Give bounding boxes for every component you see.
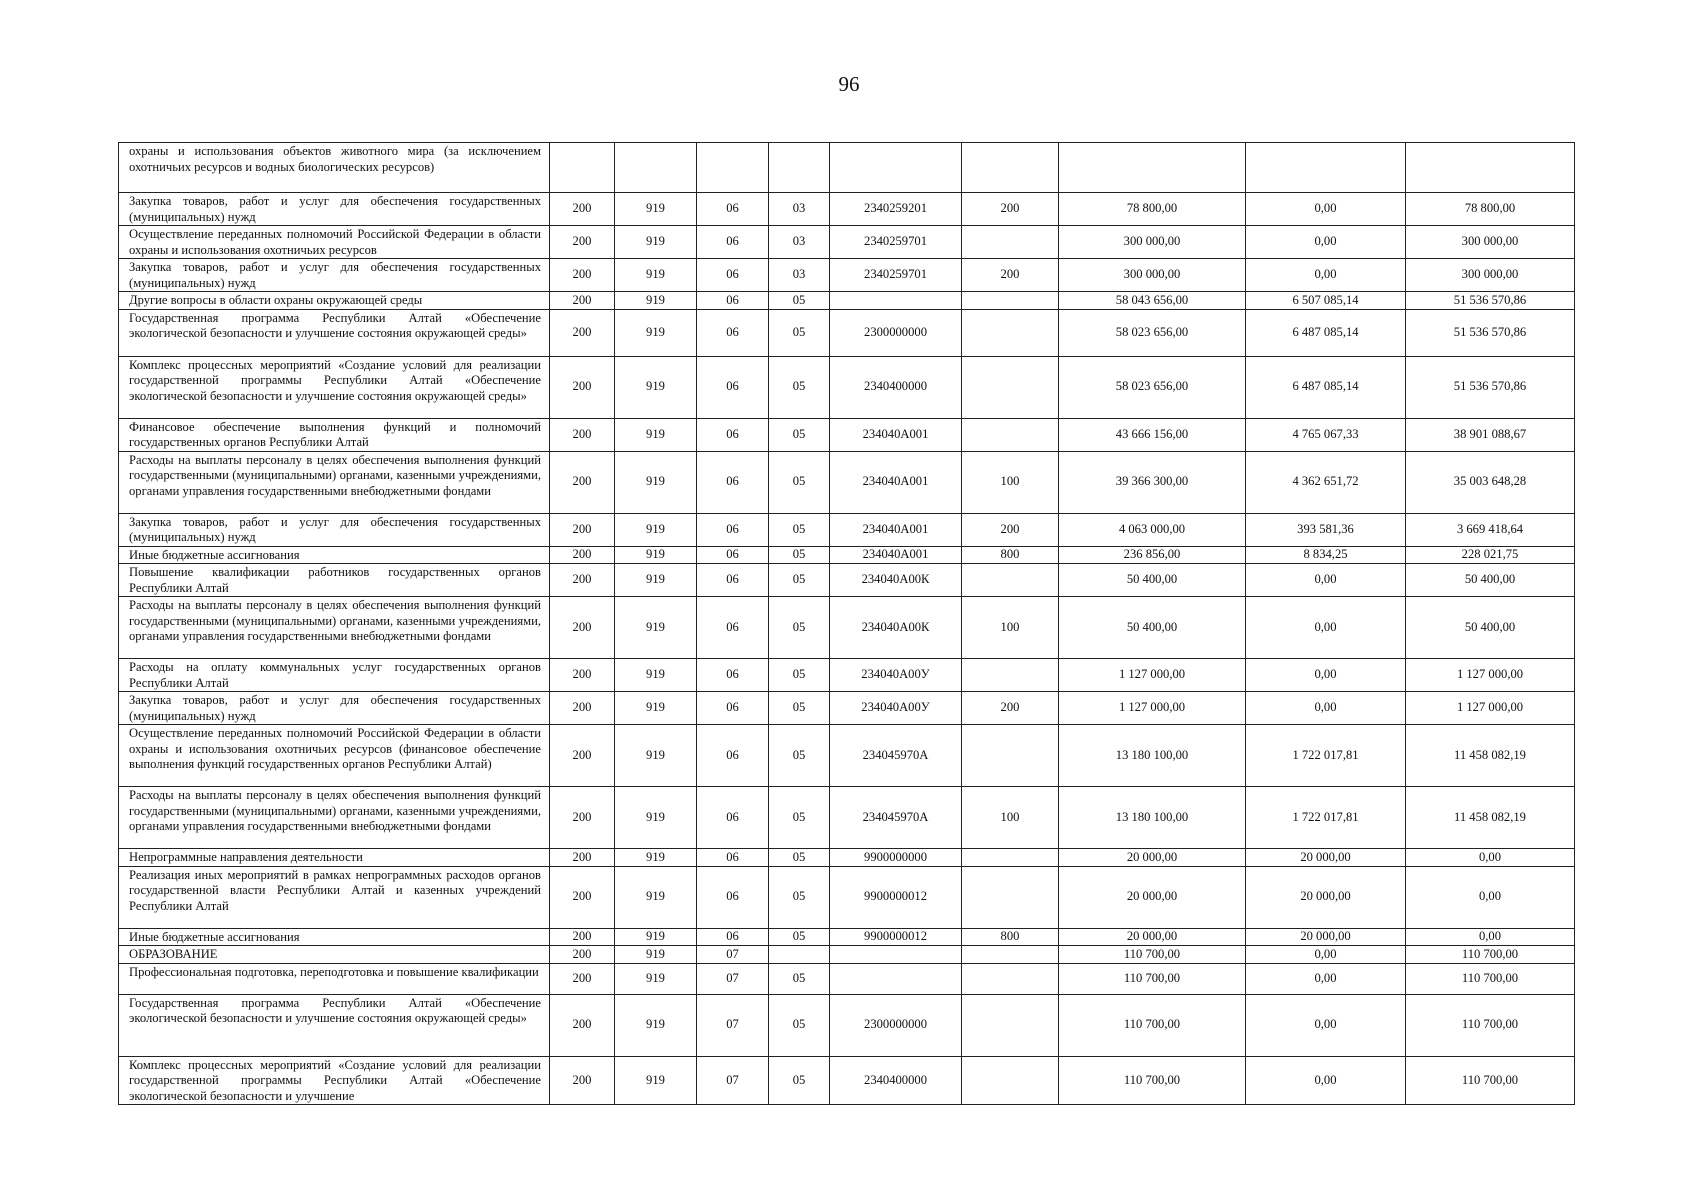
- section-code-cell: 200: [550, 226, 615, 259]
- target-article-cell: 2340400000: [830, 356, 962, 418]
- section-code-cell: 200: [550, 963, 615, 994]
- row-name-cell: Закупка товаров, работ и услуг для обеспечения государственных (муниципальных) нужд: [119, 513, 550, 546]
- section-code-cell: 200: [550, 292, 615, 310]
- remaining-amount-cell: 78 800,00: [1406, 193, 1575, 226]
- planned-amount-cell: 13 180 100,00: [1059, 787, 1246, 849]
- ministry-code-cell: 919: [615, 513, 697, 546]
- ministry-code-cell: 919: [615, 928, 697, 946]
- chapter-code-cell: 06: [697, 451, 769, 513]
- expense-type-cell: 200: [962, 513, 1059, 546]
- remaining-amount-cell: 110 700,00: [1406, 963, 1575, 994]
- section-code-cell: 200: [550, 866, 615, 928]
- subchapter-code-cell: 05: [769, 725, 830, 787]
- row-name-cell: Повышение квалификации работников государственных органов Республики Алтай: [119, 564, 550, 597]
- executed-amount-cell: 0,00: [1246, 946, 1406, 964]
- remaining-amount-cell: 50 400,00: [1406, 564, 1575, 597]
- ministry-code-cell: 919: [615, 963, 697, 994]
- table-row: [119, 725, 1575, 787]
- ministry-code-cell: 919: [615, 564, 697, 597]
- budget-table: [118, 142, 1575, 1105]
- planned-amount-cell: 58 043 656,00: [1059, 292, 1246, 310]
- planned-amount-cell: 20 000,00: [1059, 928, 1246, 946]
- planned-amount-cell: 13 180 100,00: [1059, 725, 1246, 787]
- chapter-code-cell: 06: [697, 659, 769, 692]
- expense-type-cell: 800: [962, 928, 1059, 946]
- planned-amount-cell: 39 366 300,00: [1059, 451, 1246, 513]
- ministry-code-cell: 919: [615, 418, 697, 451]
- expense-type-cell: [962, 866, 1059, 928]
- row-name-cell: Закупка товаров, работ и услуг для обеспечения государственных (муниципальных) нужд: [119, 259, 550, 292]
- chapter-code-cell: 06: [697, 309, 769, 356]
- table-row: [119, 866, 1575, 928]
- table-row: [119, 963, 1575, 994]
- target-article-cell: 2340259701: [830, 259, 962, 292]
- expense-type-cell: 100: [962, 451, 1059, 513]
- planned-amount-cell: 20 000,00: [1059, 849, 1246, 867]
- target-article-cell: 234045970А: [830, 725, 962, 787]
- chapter-code-cell: 06: [697, 546, 769, 564]
- section-code-cell: 200: [550, 994, 615, 1056]
- executed-amount-cell: 0,00: [1246, 564, 1406, 597]
- row-name-cell: Государственная программа Республики Алтай «Обеспечение экологической безопасности и улучшение состояния окружающей среды»: [119, 994, 550, 1056]
- target-article-cell: 234040А001: [830, 513, 962, 546]
- table-row: [119, 659, 1575, 692]
- section-code-cell: 200: [550, 259, 615, 292]
- executed-amount-cell: [1246, 143, 1406, 193]
- table-row: [119, 292, 1575, 310]
- row-name-cell: Непрограммные направления деятельности: [119, 849, 550, 867]
- expense-type-cell: 100: [962, 787, 1059, 849]
- page-number: 96: [838, 72, 860, 96]
- row-name-cell: Реализация иных мероприятий в рамках непрограммных расходов органов государственной власти Республики Алтай и казенных учреждений Республики Алтай: [119, 866, 550, 928]
- expense-type-cell: [962, 356, 1059, 418]
- table-row: [119, 849, 1575, 867]
- planned-amount-cell: 43 666 156,00: [1059, 418, 1246, 451]
- section-code-cell: 200: [550, 946, 615, 964]
- planned-amount-cell: 58 023 656,00: [1059, 356, 1246, 418]
- expense-type-cell: 800: [962, 546, 1059, 564]
- row-name-cell: Иные бюджетные ассигнования: [119, 546, 550, 564]
- executed-amount-cell: 20 000,00: [1246, 866, 1406, 928]
- table-row: [119, 946, 1575, 964]
- section-code-cell: 200: [550, 849, 615, 867]
- ministry-code-cell: 919: [615, 292, 697, 310]
- chapter-code-cell: 07: [697, 1056, 769, 1105]
- row-name-cell: Финансовое обеспечение выполнения функций и полномочий государственных органов Республики Алтай: [119, 418, 550, 451]
- remaining-amount-cell: 38 901 088,67: [1406, 418, 1575, 451]
- section-code-cell: 200: [550, 597, 615, 659]
- planned-amount-cell: 4 063 000,00: [1059, 513, 1246, 546]
- row-name-cell: Закупка товаров, работ и услуг для обеспечения государственных (муниципальных) нужд: [119, 193, 550, 226]
- target-article-cell: 234040А00К: [830, 597, 962, 659]
- executed-amount-cell: 0,00: [1246, 994, 1406, 1056]
- remaining-amount-cell: 0,00: [1406, 928, 1575, 946]
- row-name-cell: Государственная программа Республики Алтай «Обеспечение экологической безопасности и улучшение состояния окружающей среды»: [119, 309, 550, 356]
- chapter-code-cell: 06: [697, 564, 769, 597]
- expense-type-cell: 200: [962, 692, 1059, 725]
- planned-amount-cell: 20 000,00: [1059, 866, 1246, 928]
- ministry-code-cell: 919: [615, 546, 697, 564]
- remaining-amount-cell: [1406, 143, 1575, 193]
- subchapter-code-cell: 05: [769, 546, 830, 564]
- target-article-cell: 234040А001: [830, 546, 962, 564]
- ministry-code-cell: 919: [615, 597, 697, 659]
- target-article-cell: [830, 292, 962, 310]
- executed-amount-cell: 8 834,25: [1246, 546, 1406, 564]
- section-code-cell: 200: [550, 309, 615, 356]
- planned-amount-cell: 110 700,00: [1059, 1056, 1246, 1105]
- planned-amount-cell: 300 000,00: [1059, 259, 1246, 292]
- chapter-code-cell: 06: [697, 866, 769, 928]
- table-row: [119, 143, 1575, 193]
- section-code-cell: 200: [550, 418, 615, 451]
- ministry-code-cell: 919: [615, 309, 697, 356]
- executed-amount-cell: 6 487 085,14: [1246, 309, 1406, 356]
- target-article-cell: 2340259201: [830, 193, 962, 226]
- table-row: [119, 451, 1575, 513]
- section-code-cell: 200: [550, 451, 615, 513]
- target-article-cell: 9900000012: [830, 928, 962, 946]
- chapter-code-cell: 06: [697, 193, 769, 226]
- section-code-cell: 200: [550, 564, 615, 597]
- ministry-code-cell: 919: [615, 946, 697, 964]
- row-name-cell: Иные бюджетные ассигнования: [119, 928, 550, 946]
- row-name-cell: Расходы на оплату коммунальных услуг государственных органов Республики Алтай: [119, 659, 550, 692]
- target-article-cell: 2300000000: [830, 309, 962, 356]
- subchapter-code-cell: 03: [769, 193, 830, 226]
- executed-amount-cell: 0,00: [1246, 692, 1406, 725]
- row-name-cell: Комплекс процессных мероприятий «Создание условий для реализации государственной программы Республики Алтай «Обеспечение экологической безопасности и улучшение состояния окружающей среды»: [119, 356, 550, 418]
- ministry-code-cell: [615, 143, 697, 193]
- section-code-cell: [550, 143, 615, 193]
- table-row: [119, 356, 1575, 418]
- chapter-code-cell: 06: [697, 692, 769, 725]
- row-name-cell: Расходы на выплаты персоналу в целях обеспечения выполнения функций государственными (муниципальными) органами, казенными учреждениями, органами управления государственными внебюджетными фондами: [119, 451, 550, 513]
- table-row: [119, 418, 1575, 451]
- remaining-amount-cell: 110 700,00: [1406, 994, 1575, 1056]
- ministry-code-cell: 919: [615, 193, 697, 226]
- target-article-cell: 2340400000: [830, 1056, 962, 1105]
- chapter-code-cell: 06: [697, 292, 769, 310]
- remaining-amount-cell: 110 700,00: [1406, 1056, 1575, 1105]
- subchapter-code-cell: 03: [769, 259, 830, 292]
- planned-amount-cell: 50 400,00: [1059, 597, 1246, 659]
- table-row: [119, 692, 1575, 725]
- ministry-code-cell: 919: [615, 356, 697, 418]
- target-article-cell: 2300000000: [830, 994, 962, 1056]
- table-row: [119, 597, 1575, 659]
- ministry-code-cell: 919: [615, 659, 697, 692]
- subchapter-code-cell: 05: [769, 787, 830, 849]
- expense-type-cell: [962, 946, 1059, 964]
- planned-amount-cell: [1059, 143, 1246, 193]
- remaining-amount-cell: 3 669 418,64: [1406, 513, 1575, 546]
- table-row: [119, 1056, 1575, 1105]
- expense-type-cell: [962, 963, 1059, 994]
- executed-amount-cell: 4 362 651,72: [1246, 451, 1406, 513]
- expense-type-cell: 100: [962, 597, 1059, 659]
- table-row: [119, 193, 1575, 226]
- table-row: [119, 513, 1575, 546]
- subchapter-code-cell: 05: [769, 513, 830, 546]
- chapter-code-cell: 06: [697, 849, 769, 867]
- section-code-cell: 200: [550, 513, 615, 546]
- executed-amount-cell: 393 581,36: [1246, 513, 1406, 546]
- chapter-code-cell: 06: [697, 418, 769, 451]
- expense-type-cell: [962, 564, 1059, 597]
- chapter-code-cell: 07: [697, 946, 769, 964]
- expense-type-cell: 200: [962, 193, 1059, 226]
- row-name-cell: Расходы на выплаты персоналу в целях обеспечения выполнения функций государственными (муниципальными) органами, казенными учреждениями, органами управления государственными внебюджетными фондами: [119, 787, 550, 849]
- row-name-cell: Другие вопросы в области охраны окружающей среды: [119, 292, 550, 310]
- subchapter-code-cell: 05: [769, 356, 830, 418]
- executed-amount-cell: 0,00: [1246, 659, 1406, 692]
- remaining-amount-cell: 50 400,00: [1406, 597, 1575, 659]
- section-code-cell: 200: [550, 1056, 615, 1105]
- subchapter-code-cell: 05: [769, 309, 830, 356]
- subchapter-code-cell: 05: [769, 418, 830, 451]
- planned-amount-cell: 78 800,00: [1059, 193, 1246, 226]
- table-row: [119, 564, 1575, 597]
- row-name-cell: ОБРАЗОВАНИЕ: [119, 946, 550, 964]
- planned-amount-cell: 1 127 000,00: [1059, 659, 1246, 692]
- expense-type-cell: [962, 1056, 1059, 1105]
- planned-amount-cell: 110 700,00: [1059, 994, 1246, 1056]
- row-name-cell: Осуществление переданных полномочий Российской Федерации в области охраны и использования охотничьих ресурсов: [119, 226, 550, 259]
- table-row: [119, 546, 1575, 564]
- target-article-cell: [830, 946, 962, 964]
- ministry-code-cell: 919: [615, 259, 697, 292]
- row-name-cell: Осуществление переданных полномочий Российской Федерации в области охраны и использования охотничьих ресурсов (финансовое обеспечение выполнения функций государственных органов Республики Алтай): [119, 725, 550, 787]
- target-article-cell: 234040А00К: [830, 564, 962, 597]
- remaining-amount-cell: 35 003 648,28: [1406, 451, 1575, 513]
- subchapter-code-cell: 05: [769, 866, 830, 928]
- executed-amount-cell: 0,00: [1246, 193, 1406, 226]
- ministry-code-cell: 919: [615, 849, 697, 867]
- expense-type-cell: [962, 418, 1059, 451]
- chapter-code-cell: 06: [697, 928, 769, 946]
- expense-type-cell: 200: [962, 259, 1059, 292]
- section-code-cell: 200: [550, 659, 615, 692]
- remaining-amount-cell: 51 536 570,86: [1406, 292, 1575, 310]
- subchapter-code-cell: [769, 143, 830, 193]
- planned-amount-cell: 50 400,00: [1059, 564, 1246, 597]
- executed-amount-cell: 6 507 085,14: [1246, 292, 1406, 310]
- expense-type-cell: [962, 994, 1059, 1056]
- executed-amount-cell: 6 487 085,14: [1246, 356, 1406, 418]
- target-article-cell: [830, 963, 962, 994]
- remaining-amount-cell: 51 536 570,86: [1406, 309, 1575, 356]
- executed-amount-cell: 0,00: [1246, 226, 1406, 259]
- chapter-code-cell: 06: [697, 787, 769, 849]
- remaining-amount-cell: 51 536 570,86: [1406, 356, 1575, 418]
- ministry-code-cell: 919: [615, 226, 697, 259]
- target-article-cell: 2340259701: [830, 226, 962, 259]
- ministry-code-cell: 919: [615, 1056, 697, 1105]
- remaining-amount-cell: 1 127 000,00: [1406, 692, 1575, 725]
- expense-type-cell: [962, 309, 1059, 356]
- subchapter-code-cell: 05: [769, 564, 830, 597]
- remaining-amount-cell: 1 127 000,00: [1406, 659, 1575, 692]
- section-code-cell: 200: [550, 787, 615, 849]
- chapter-code-cell: 06: [697, 259, 769, 292]
- row-name-cell: Расходы на выплаты персоналу в целях обеспечения выполнения функций государственными (муниципальными) органами, казенными учреждениями, органами управления государственными внебюджетными фондами: [119, 597, 550, 659]
- section-code-cell: 200: [550, 928, 615, 946]
- executed-amount-cell: 20 000,00: [1246, 928, 1406, 946]
- chapter-code-cell: 06: [697, 226, 769, 259]
- subchapter-code-cell: 05: [769, 451, 830, 513]
- table-row: [119, 928, 1575, 946]
- ministry-code-cell: 919: [615, 725, 697, 787]
- subchapter-code-cell: 05: [769, 692, 830, 725]
- expense-type-cell: [962, 292, 1059, 310]
- subchapter-code-cell: 03: [769, 226, 830, 259]
- executed-amount-cell: 0,00: [1246, 1056, 1406, 1105]
- chapter-code-cell: 06: [697, 513, 769, 546]
- remaining-amount-cell: 0,00: [1406, 866, 1575, 928]
- target-article-cell: [830, 143, 962, 193]
- chapter-code-cell: 06: [697, 725, 769, 787]
- remaining-amount-cell: 300 000,00: [1406, 259, 1575, 292]
- executed-amount-cell: 0,00: [1246, 597, 1406, 659]
- chapter-code-cell: 07: [697, 963, 769, 994]
- subchapter-code-cell: 05: [769, 928, 830, 946]
- planned-amount-cell: 1 127 000,00: [1059, 692, 1246, 725]
- subchapter-code-cell: 05: [769, 963, 830, 994]
- subchapter-code-cell: 05: [769, 597, 830, 659]
- section-code-cell: 200: [550, 193, 615, 226]
- row-name-cell: Комплекс процессных мероприятий «Создание условий для реализации государственной программы Республики Алтай «Обеспечение экологической безопасности и улучшение: [119, 1056, 550, 1105]
- remaining-amount-cell: 110 700,00: [1406, 946, 1575, 964]
- remaining-amount-cell: 11 458 082,19: [1406, 787, 1575, 849]
- table-row: [119, 259, 1575, 292]
- row-name-cell: охраны и использования объектов животного мира (за исключением охотничьих ресурсов и водных биологических ресурсов): [119, 143, 550, 193]
- remaining-amount-cell: 0,00: [1406, 849, 1575, 867]
- chapter-code-cell: 06: [697, 597, 769, 659]
- planned-amount-cell: 110 700,00: [1059, 946, 1246, 964]
- subchapter-code-cell: [769, 946, 830, 964]
- planned-amount-cell: 236 856,00: [1059, 546, 1246, 564]
- subchapter-code-cell: 05: [769, 292, 830, 310]
- row-name-cell: Закупка товаров, работ и услуг для обеспечения государственных (муниципальных) нужд: [119, 692, 550, 725]
- executed-amount-cell: 1 722 017,81: [1246, 787, 1406, 849]
- remaining-amount-cell: 300 000,00: [1406, 226, 1575, 259]
- target-article-cell: 234040А00У: [830, 692, 962, 725]
- remaining-amount-cell: 11 458 082,19: [1406, 725, 1575, 787]
- chapter-code-cell: [697, 143, 769, 193]
- planned-amount-cell: 300 000,00: [1059, 226, 1246, 259]
- subchapter-code-cell: 05: [769, 849, 830, 867]
- subchapter-code-cell: 05: [769, 994, 830, 1056]
- section-code-cell: 200: [550, 692, 615, 725]
- planned-amount-cell: 110 700,00: [1059, 963, 1246, 994]
- target-article-cell: 9900000012: [830, 866, 962, 928]
- ministry-code-cell: 919: [615, 787, 697, 849]
- section-code-cell: 200: [550, 546, 615, 564]
- executed-amount-cell: 0,00: [1246, 963, 1406, 994]
- executed-amount-cell: 0,00: [1246, 259, 1406, 292]
- expense-type-cell: [962, 143, 1059, 193]
- expense-type-cell: [962, 659, 1059, 692]
- target-article-cell: 234040А001: [830, 418, 962, 451]
- table-row: [119, 787, 1575, 849]
- ministry-code-cell: 919: [615, 994, 697, 1056]
- target-article-cell: 234040А001: [830, 451, 962, 513]
- ministry-code-cell: 919: [615, 692, 697, 725]
- chapter-code-cell: 06: [697, 356, 769, 418]
- target-article-cell: 234040А00У: [830, 659, 962, 692]
- expense-type-cell: [962, 226, 1059, 259]
- row-name-cell: Профессиональная подготовка, переподготовка и повышение квалификации: [119, 963, 550, 994]
- section-code-cell: 200: [550, 725, 615, 787]
- executed-amount-cell: 1 722 017,81: [1246, 725, 1406, 787]
- section-code-cell: 200: [550, 356, 615, 418]
- table-row: [119, 994, 1575, 1056]
- expense-type-cell: [962, 849, 1059, 867]
- chapter-code-cell: 07: [697, 994, 769, 1056]
- executed-amount-cell: 20 000,00: [1246, 849, 1406, 867]
- table-row: [119, 309, 1575, 356]
- ministry-code-cell: 919: [615, 866, 697, 928]
- executed-amount-cell: 4 765 067,33: [1246, 418, 1406, 451]
- ministry-code-cell: 919: [615, 451, 697, 513]
- subchapter-code-cell: 05: [769, 659, 830, 692]
- expense-type-cell: [962, 725, 1059, 787]
- remaining-amount-cell: 228 021,75: [1406, 546, 1575, 564]
- table-row: [119, 226, 1575, 259]
- subchapter-code-cell: 05: [769, 1056, 830, 1105]
- target-article-cell: 234045970А: [830, 787, 962, 849]
- planned-amount-cell: 58 023 656,00: [1059, 309, 1246, 356]
- target-article-cell: 9900000000: [830, 849, 962, 867]
